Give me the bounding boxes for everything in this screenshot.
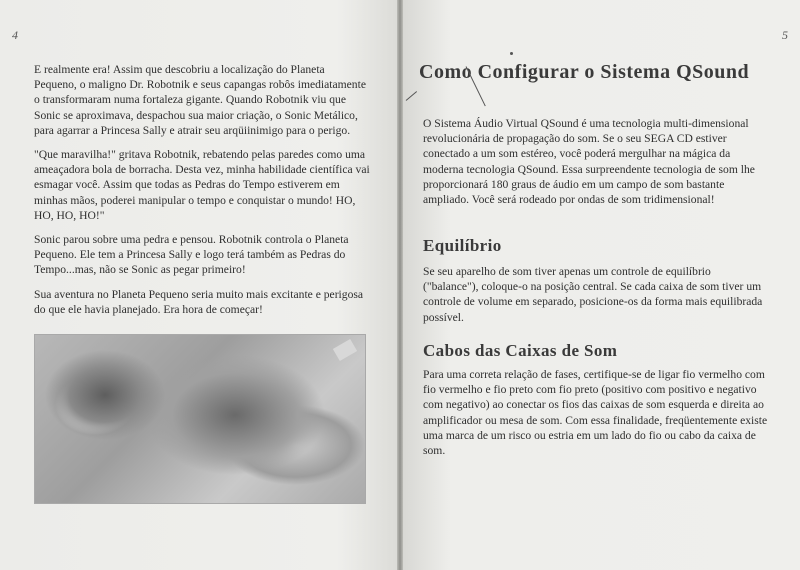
- story-text: [34, 62, 370, 326]
- left-page: [0, 0, 397, 570]
- qsound-intro-text: O Sistema Áudio Virtual QSound é uma tecnologia multi-dimensional revolucionária de propagação do som. Se o seu SEGA CD estiver conectado a um som estéreo, você poderá mergulhar na mágica da moderna tecnologia QSound. Essa surpreendente tecnologia de som lhe proporcionará 180 graus de áudio em um campo de som bastante ampliado. Você será rodeado por ondas de som tridimensional!: [423, 117, 755, 207]
- page-number-left: 4: [12, 28, 18, 42]
- speaker-cables-heading: Cabos das Caixas de Som: [423, 341, 618, 360]
- story-paragraph-3: Sonic parou sobre uma pedra e pensou. Robotnik controla o Planeta Pequeno. Ele tem a Princesa Sally e logo terá também as Pedras do Tempo...mas, não se Sonic as pegar primeiro!: [34, 233, 349, 277]
- page-number-right: 5: [782, 28, 788, 42]
- qsound-heading: Como Configurar o Sistema QSound: [419, 61, 750, 83]
- speaker-cables-text: Para uma correta relação de fases, certifique-se de ligar fio vermelho com fio vermelho e fio preto com fio preto (positivo com positivo e negativo com negativo) ao conectar os fios das caixas de som esquerda e direita ao amplificador ou mesa de som. Com essa finalidade, freqüentemente existe uma marca de um risco ou estria em um lado do fio ou cabo da caixa de som.: [423, 368, 768, 458]
- balance-text: Se seu aparelho de som tiver apenas um controle de equilíbrio ("balance"), coloque-o na posição central. Se cada caixa de som tiver um controle de volume em separado, posicione-os da forma mais equilibrada possível.: [423, 265, 763, 324]
- story-paragraph-1: E realmente era! Assim que descobriu a localização do Planeta Pequeno, o maligno Dr. Robotnik e seus capangas robôs imediatamente o transformaram numa fortaleza gigante. Quando Robotnik viu que Sonic se aproximava, despachou sua maior criação, o Sonic Metálico, para agarrar a Princesa Sally e atrair seu arqüiinimigo para o perigo.: [34, 63, 366, 137]
- balance-heading: Equilíbrio: [423, 236, 502, 255]
- sonic-illustration: [34, 334, 366, 504]
- story-paragraph-4: Sua aventura no Planeta Pequeno seria muito mais excitante e perigosa do que ele havia planejado. Era hora de começar!: [34, 287, 364, 316]
- illustration-detail: [333, 339, 357, 361]
- pen-dot: [510, 52, 513, 55]
- story-paragraph-2: "Que maravilha!" gritava Robotnik, rebatendo pelas paredes como uma ameaçadora bola de borracha. Desta vez, minha habilidade científica vai esmagar você. Assim que todas as Pedras do Tempo estiverem em minhas mãos, poderei manipular o tempo e conquistar o mundo! HO, HO, HO, HO!": [34, 148, 370, 222]
